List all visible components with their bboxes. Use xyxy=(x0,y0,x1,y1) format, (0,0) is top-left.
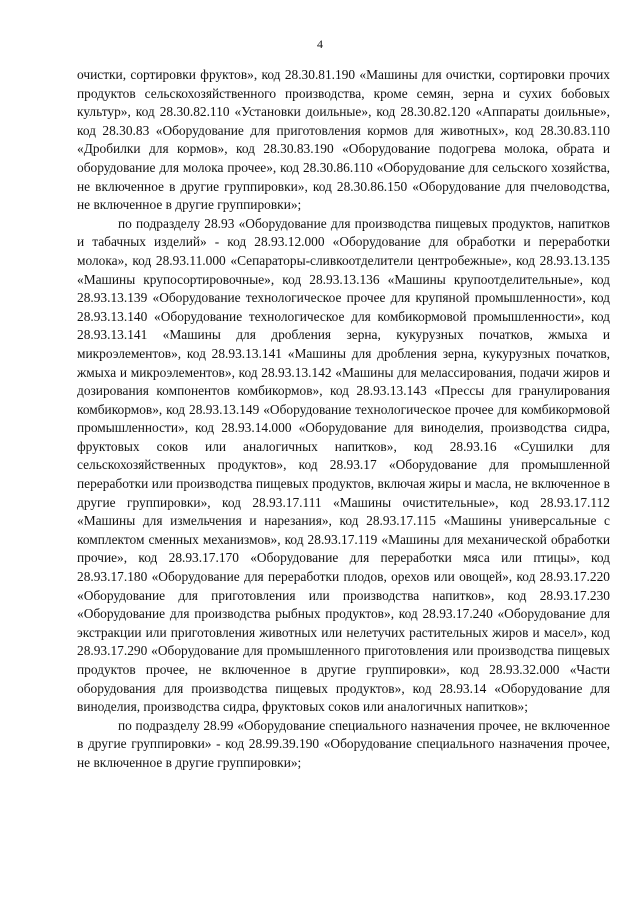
paragraph-subsection-28-99: по подразделу 28.99 «Оборудование специального назначения прочее, не включенное в другие группировки» - код 28.99.39.190 «Оборудование специального назначения прочее, не включенное в другие группировки»; xyxy=(77,717,610,770)
page-number: 4 xyxy=(317,37,323,51)
document-body xyxy=(77,66,610,773)
paragraph-continuation: очистки, сортировки фруктов», код 28.30.81.190 «Машины для очистки, сортировки прочих продуктов сельскохозяйственного производства, кроме семян, зерна и сухих бобовых культур», код 28.30.82.110 «Установки доильные», код 28.30.82.120 «Аппараты доильные», код 28.30.83 «Оборудование для приготовления кормов для животных», код 28.30.83.110 «Дробилки для кормов», код 28.30.83.190 «Оборудование подогрева молока, обрата и оборудование для молока прочее», код 28.30.86.110 «Оборудование для сельского хозяйства, не включенное в другие группировки», код 28.30.86.150 «Оборудование для пчеловодства, не включенное в другие группировки»; xyxy=(77,67,610,213)
paragraph-subsection-28-93: по подразделу 28.93 «Оборудование для производства пищевых продуктов, напитков и табачных изделий» - код 28.93.12.000 «Оборудование для обработки и переработки молока», код 28.93.11.000 «Сепараторы-сливкоотделители центробежные», код 28.93.13.135 «Машины крупосортировочные», код 28.93.13.136 «Машины крупоотделительные», код 28.93.13.139 «Оборудование технологическое прочее для крупяной промышленности», код 28.93.13.140 «Оборудование технологическое для комбикормовой промышленности», код 28.93.13.141 «Машины для дробления зерна, кукурузных початков, жмыха и микроэлементов», код 28.93.13.141 «Машины для дробления зерна, кукурузных початков, жмыха и микроэлементов», код 28.93.13.142 «Машины для мелассирования, подачи жиров и дозирования компонентов комбикормов», код 28.93.13.143 «Прессы для гранулирования комбикормов», код 28.93.13.149 «Оборудование технологическое прочее для комбикормовой промышленности», код 28.93.14.000 «Оборудование для виноделия, производства сидра, фруктовых соков или аналогичных напитков», код 28.93.16 «Сушилки для сельскохозяйственных продуктов», код 28.93.17 «Оборудование для промышленной переработки или производства пищевых продуктов, включая жиры и масла, не включенное в другие группировки», код 28.93.17.111 «Машины очистительные», код 28.93.17.112 «Машины для измельчения и нарезания», код 28.93.17.115 «Машины универсальные с комплектом сменных механизмов», код 28.93.17.119 «Машины для механической обработки прочие», код 28.93.17.170 «Оборудование для переработки мяса или птицы», код 28.93.17.180 «Оборудование для переработки плодов, орехов или овощей», код 28.93.17.220 «Оборудование для приготовления или производства напитков», код 28.93.17.230 «Оборудование для производства рыбных продуктов», код 28.93.17.240 «Оборудование для экстракции или приготовления животных или нелетучих растительных жиров и масел», код 28.93.17.290 «Оборудование для промышленного приготовления или производства пищевых продуктов прочее, не включенное в другие группировки», код 28.93.32.000 «Части оборудования для производства пищевых продуктов», код 28.93.14 «Оборудование для виноделия, производства сидра, фруктовых соков или аналогичных напитков»; xyxy=(77,215,610,715)
